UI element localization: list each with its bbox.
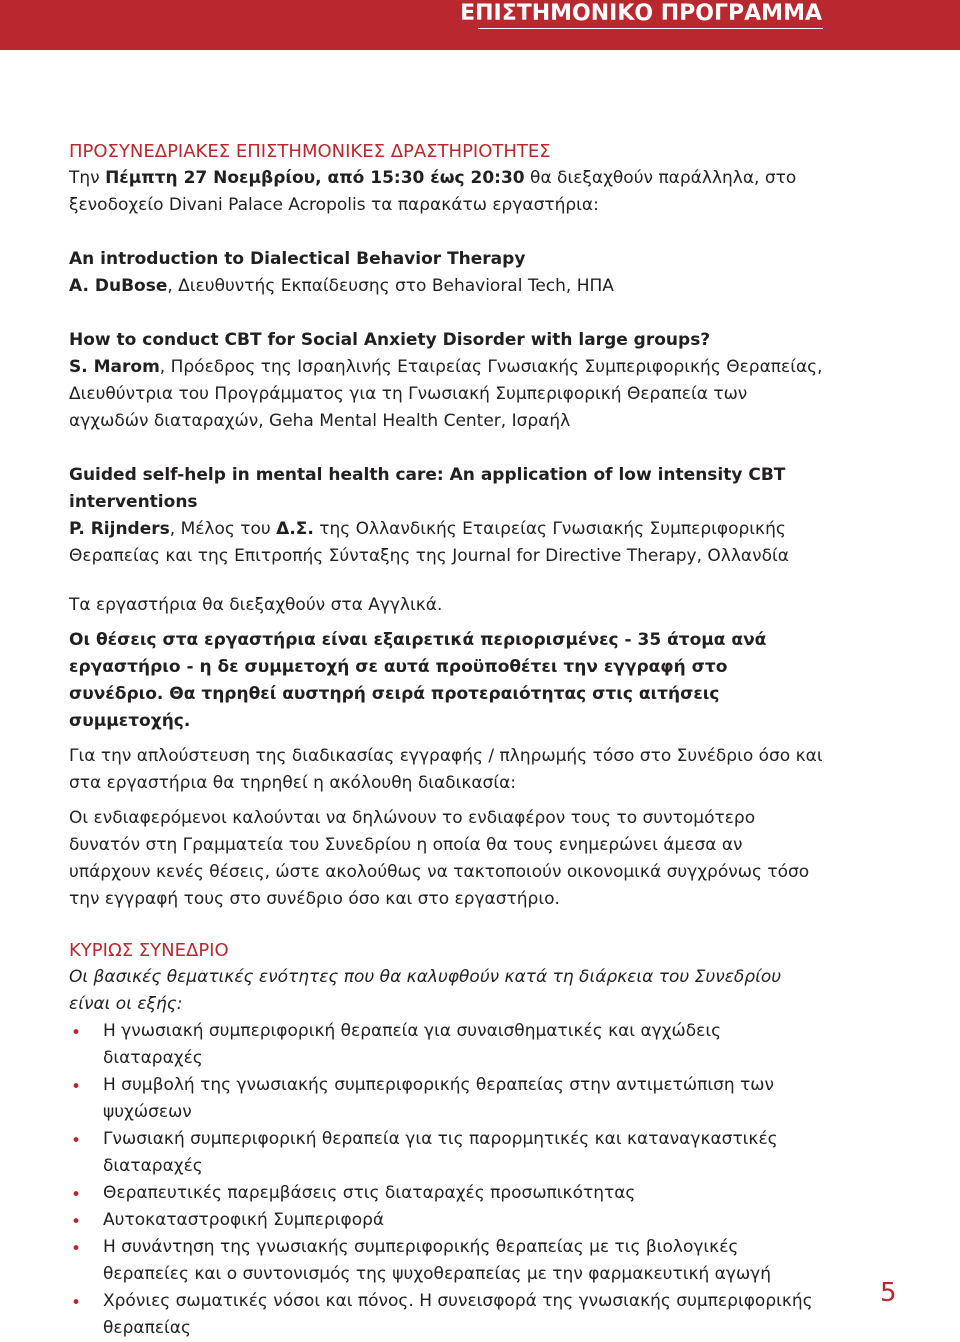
- bullet-icon: •: [71, 1077, 82, 1097]
- list-item: [69, 1126, 825, 1180]
- list-item: [69, 1234, 825, 1288]
- list-item: [69, 1018, 825, 1072]
- procedure-text: Οι ενδιαφερόμενοι καλούνται να δηλώνουν το ενδιαφέρον τους το συντομότερο δυνατόν στη Γραμματεία του Συνεδρίου η οποία θα τους ενημερώνει άμεσα αν υπάρχουν κενές θέσεις, ώστε ακολούθως να τακτοποιούν οικονομικά συγχρόνως τόσο την εγγραφή τους στο συνέδριο όσο και στο εργαστήριο.: [69, 808, 810, 909]
- speaker-affiliation: , Διευθυντής Εκπαίδευσης στο Behavioral Tech, ΗΠΑ: [167, 276, 614, 296]
- topic-text: Χρόνιες σωματικές νόσοι και πόνος. Η συνεισφορά της γνωσιακής συμπεριφορικής θεραπείας: [103, 1291, 813, 1338]
- language-note: Τα εργαστήρια θα διεξαχθούν στα Αγγλικά.: [69, 595, 443, 615]
- topic-text: Γνωσιακή συμπεριφορική θεραπεία για τις παρορμητικές και καταναγκαστικές διαταραχές: [103, 1129, 778, 1176]
- procedure-intro: Για την απλούστευση της διαδικασίας εγγραφής / πληρωμής τόσο στο Συνέδριο όσο και στα εργαστήρια θα τηρηθεί η ακόλουθη διαδικασία:: [69, 746, 823, 793]
- topic-text: Η συνάντηση της γνωσιακής συμπεριφορικής θεραπείας με τις βιολογικές θεραπείες και ο συντονισμός της ψυχοθεραπείας με την φαρμακευτική αγωγή: [103, 1237, 772, 1284]
- bullet-icon: •: [71, 1239, 82, 1259]
- bullet-icon: •: [71, 1212, 82, 1232]
- intro-text-rest: θα διεξαχθούν παράλληλα, στο ξενοδοχείο Divani Palace Acropolis τα παρακάτω εργαστήρια:: [69, 168, 797, 215]
- workshop-speaker-line: [69, 354, 825, 435]
- workshop-2: [69, 327, 825, 435]
- speaker-affiliation: , Μέλος του: [169, 519, 277, 539]
- list-item: [69, 1288, 825, 1342]
- workshop-title: How to conduct CBT for Social Anxiety Disorder with large groups?: [69, 330, 711, 350]
- intro-text: Την: [69, 168, 106, 188]
- topic-text: Θεραπευτικές παρεμβάσεις στις διαταραχές προσωπικότητας: [103, 1183, 636, 1203]
- header-banner: [0, 0, 960, 50]
- board-abbreviation: Δ.Σ.: [276, 519, 314, 539]
- page-content: [69, 138, 825, 1342]
- topics-list: [69, 1018, 825, 1342]
- pre-conference-heading: ΠΡΟΣΥΝΕΔΡΙΑΚΕΣ ΕΠΙΣΤΗΜΟΝΙΚΕΣ ΔΡΑΣΤΗΡΙΟΤΗΤΕΣ: [69, 141, 551, 162]
- speaker-name: P. Rijnders: [69, 519, 170, 539]
- section-title: ΕΠΙΣΤΗΜΟΝΙΚΟ ΠΡΟΓΡΑΜΜΑ: [460, 1, 822, 26]
- bullet-icon: •: [71, 1185, 82, 1205]
- topic-text: Η γνωσιακή συμπεριφορική θεραπεία για συναισθηματικές και αγχώδεις διαταραχές: [103, 1021, 722, 1068]
- bullet-icon: •: [71, 1131, 82, 1151]
- main-conference-intro: Οι βασικές θεματικές ενότητες που θα καλυφθούν κατά τη διάρκεια του Συνεδρίου είναι οι εξής:: [69, 967, 782, 1014]
- title-underline: [478, 28, 823, 29]
- workshop-title: An introduction to Dialectical Behavior Therapy: [69, 249, 526, 269]
- pre-conference-intro: [69, 165, 825, 219]
- page-number: 5: [880, 1278, 897, 1308]
- topic-text: Η συμβολή της γνωσιακής συμπεριφορικής θεραπείας στην αντιμετώπιση των ψυχώσεων: [103, 1075, 775, 1122]
- seats-note: Οι θέσεις στα εργαστήρια είναι εξαιρετικά περιορισμένες - 35 άτομα ανά εργαστήριο - η δε συμμετοχή σε αυτά προϋποθέτει την εγγραφή στο συνέδριο. Θα τηρηθεί αυστηρή σειρά προτεραιότητας στις αιτήσεις συμμετοχής.: [69, 630, 767, 731]
- intro-date: Πέμπτη 27 Νοεμβρίου, από 15:30 έως 20:30: [105, 168, 525, 188]
- list-item: [69, 1180, 825, 1207]
- topic-text: Αυτοκαταστροφική Συμπεριφορά: [103, 1210, 385, 1230]
- speaker-name: S. Marom: [69, 357, 160, 377]
- speaker-affiliation: , Πρόεδρος της Ισραηλινής Εταιρείας Γνωσιακής Συμπεριφορικής Θεραπείας, Διευθύντρια του Προγράμματος για τη Γνωσιακή Συμπεριφορική Θεραπεία των αγχωδών διαταραχών, Geha Mental Health Center, Ισραήλ: [69, 357, 823, 431]
- workshop-title: Guided self-help in mental health care: An application of low intensity CBT interventions: [69, 465, 786, 512]
- workshop-speaker-line: [69, 273, 825, 300]
- main-conference-heading: ΚΥΡΙΩΣ ΣΥΝΕΔΡΙΟ: [69, 940, 229, 961]
- workshop-1: [69, 246, 825, 300]
- workshop-speaker-line: [69, 516, 825, 570]
- bullet-icon: •: [71, 1293, 82, 1313]
- list-item: [69, 1207, 825, 1234]
- list-item: [69, 1072, 825, 1126]
- speaker-name: A. DuBose: [69, 276, 168, 296]
- speaker-affiliation-rest: της Ολλανδικής Εταιρείας Γνωσιακής Συμπεριφορικής Θεραπείας και της Επιτροπής Σύνταξης της Journal for Directive Therapy, Ολλανδία: [69, 519, 789, 566]
- workshop-3: [69, 462, 825, 570]
- bullet-icon: •: [71, 1023, 82, 1043]
